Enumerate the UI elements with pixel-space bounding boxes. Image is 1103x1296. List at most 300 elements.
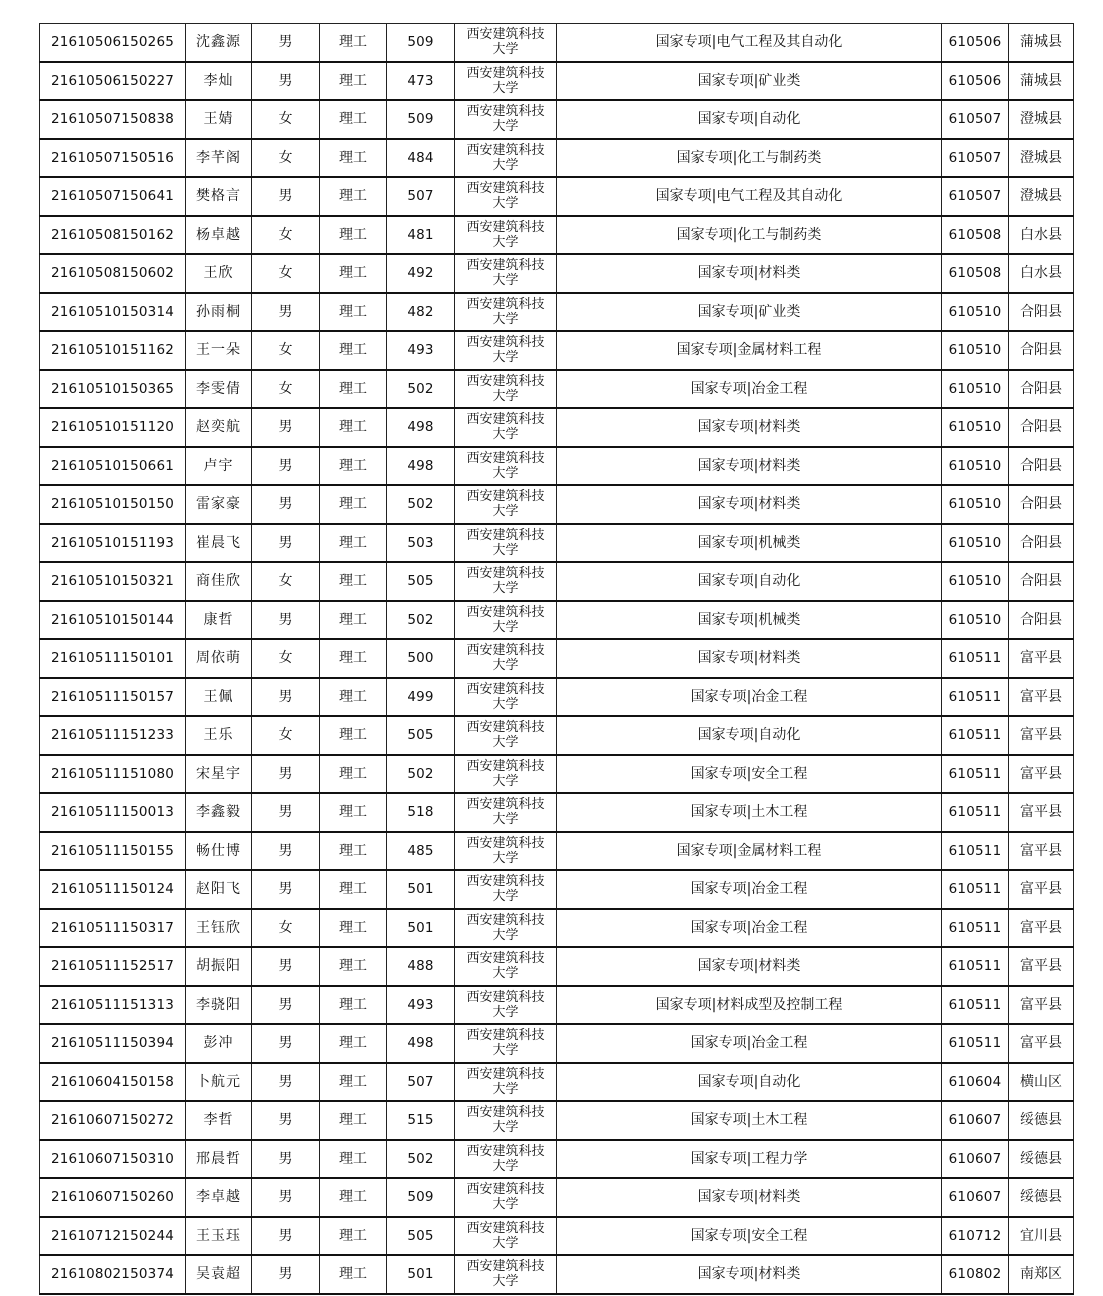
student-name-cell: 孙雨桐 (186, 293, 252, 332)
university-cell (455, 793, 557, 832)
gender-cell: 男 (252, 1178, 320, 1217)
university-line: 西安建筑科技 (466, 1143, 545, 1159)
region-code-cell: 610511 (942, 947, 1009, 986)
university-line: 西安建筑科技 (466, 412, 545, 428)
university-line: 大学 (492, 773, 519, 789)
score-cell: 500 (387, 639, 455, 678)
candidate-id-cell: 21610510150144 (40, 601, 186, 640)
major-cell: 国家专项|电气工程及其自动化 (557, 177, 942, 216)
table-row (40, 1255, 1074, 1294)
university-line: 大学 (492, 427, 519, 443)
university-line: 西安建筑科技 (466, 489, 545, 505)
university-line: 大学 (492, 1004, 519, 1020)
student-name-cell: 周依萌 (186, 639, 252, 678)
candidate-id-cell: 21610510150365 (40, 370, 186, 409)
student-name-cell: 雷家豪 (186, 485, 252, 524)
table-row (40, 909, 1074, 948)
university-cell (455, 1255, 557, 1294)
candidate-id-cell: 21610507150641 (40, 177, 186, 216)
candidate-id-cell: 21610511150101 (40, 639, 186, 678)
region-cell: 合阳县 (1009, 408, 1074, 447)
subject-category-cell: 理工 (320, 62, 387, 101)
table-row (40, 639, 1074, 678)
score-cell: 473 (387, 62, 455, 101)
student-name-cell: 王钰欣 (186, 909, 252, 948)
university-line: 大学 (492, 850, 519, 866)
region-code-cell: 610607 (942, 1101, 1009, 1140)
university-line: 大学 (492, 234, 519, 250)
candidate-id-cell: 21610511150155 (40, 832, 186, 871)
student-name-cell: 畅仕博 (186, 832, 252, 871)
major-cell: 国家专项|材料类 (557, 947, 942, 986)
candidate-id-cell: 21610508150602 (40, 254, 186, 293)
table-row (40, 793, 1074, 832)
region-cell: 宜川县 (1009, 1217, 1074, 1256)
student-name-cell: 康哲 (186, 601, 252, 640)
region-code-cell: 610511 (942, 755, 1009, 794)
university-cell (455, 755, 557, 794)
region-cell: 横山区 (1009, 1063, 1074, 1102)
major-cell: 国家专项|材料成型及控制工程 (557, 986, 942, 1025)
gender-cell: 男 (252, 293, 320, 332)
score-cell: 515 (387, 1101, 455, 1140)
table-row (40, 177, 1074, 216)
candidate-id-cell: 21610506150265 (40, 24, 186, 62)
candidate-id-cell: 21610510150321 (40, 562, 186, 601)
gender-cell: 男 (252, 1255, 320, 1294)
region-code-cell: 610510 (942, 370, 1009, 409)
score-cell: 481 (387, 216, 455, 255)
region-code-cell: 610508 (942, 254, 1009, 293)
university-cell (455, 524, 557, 563)
candidate-id-cell: 21610510150661 (40, 447, 186, 486)
table-row (40, 62, 1074, 101)
region-code-cell: 610511 (942, 1024, 1009, 1063)
major-cell: 国家专项|冶金工程 (557, 370, 942, 409)
region-cell: 南郑区 (1009, 1255, 1074, 1294)
table-row (40, 216, 1074, 255)
university-cell (455, 1140, 557, 1179)
table-row (40, 139, 1074, 178)
major-cell: 国家专项|冶金工程 (557, 870, 942, 909)
major-cell: 国家专项|土木工程 (557, 793, 942, 832)
candidate-id-cell: 21610510150150 (40, 485, 186, 524)
university-line: 西安建筑科技 (466, 797, 545, 813)
region-cell: 澄城县 (1009, 177, 1074, 216)
subject-category-cell: 理工 (320, 485, 387, 524)
gender-cell: 男 (252, 1063, 320, 1102)
table-row (40, 1140, 1074, 1179)
university-line: 西安建筑科技 (466, 219, 545, 235)
university-line: 大学 (492, 311, 519, 327)
subject-category-cell: 理工 (320, 639, 387, 678)
region-cell: 合阳县 (1009, 370, 1074, 409)
university-line: 大学 (492, 1158, 519, 1174)
score-cell: 493 (387, 331, 455, 370)
student-name-cell: 王婧 (186, 100, 252, 139)
subject-category-cell: 理工 (320, 1024, 387, 1063)
university-line: 西安建筑科技 (466, 335, 545, 351)
student-name-cell: 赵阳飞 (186, 870, 252, 909)
score-cell: 485 (387, 832, 455, 871)
candidate-id-cell: 21610511151313 (40, 986, 186, 1025)
candidate-id-cell: 21610607150260 (40, 1178, 186, 1217)
region-code-cell: 610511 (942, 870, 1009, 909)
table-row (40, 485, 1074, 524)
region-code-cell: 610510 (942, 293, 1009, 332)
region-code-cell: 610511 (942, 716, 1009, 755)
university-line: 西安建筑科技 (466, 450, 545, 466)
gender-cell: 男 (252, 177, 320, 216)
candidate-id-cell: 21610511152517 (40, 947, 186, 986)
university-cell (455, 601, 557, 640)
candidate-id-cell: 21610510151193 (40, 524, 186, 563)
gender-cell: 女 (252, 909, 320, 948)
university-line: 西安建筑科技 (466, 1066, 545, 1082)
gender-cell: 女 (252, 216, 320, 255)
score-cell: 502 (387, 1140, 455, 1179)
score-cell: 507 (387, 177, 455, 216)
table-row (40, 408, 1074, 447)
university-cell (455, 1178, 557, 1217)
university-line: 大学 (492, 619, 519, 635)
region-cell: 合阳县 (1009, 331, 1074, 370)
university-line: 西安建筑科技 (466, 835, 545, 851)
university-cell (455, 216, 557, 255)
major-cell: 国家专项|材料类 (557, 639, 942, 678)
university-line: 西安建筑科技 (466, 527, 545, 543)
university-cell (455, 331, 557, 370)
university-line: 大学 (492, 696, 519, 712)
region-cell: 澄城县 (1009, 100, 1074, 139)
region-code-cell: 610802 (942, 1255, 1009, 1294)
region-code-cell: 610511 (942, 639, 1009, 678)
major-cell: 国家专项|自动化 (557, 1063, 942, 1102)
subject-category-cell: 理工 (320, 370, 387, 409)
university-line: 西安建筑科技 (466, 1028, 545, 1044)
university-line: 西安建筑科技 (466, 989, 545, 1005)
student-name-cell: 李卓越 (186, 1178, 252, 1217)
subject-category-cell: 理工 (320, 986, 387, 1025)
major-cell: 国家专项|材料类 (557, 1255, 942, 1294)
table-row (40, 678, 1074, 717)
university-cell (455, 639, 557, 678)
score-cell: 509 (387, 1178, 455, 1217)
university-cell (455, 986, 557, 1025)
university-cell (455, 678, 557, 717)
gender-cell: 男 (252, 601, 320, 640)
university-line: 西安建筑科技 (466, 1105, 545, 1121)
region-code-cell: 610712 (942, 1217, 1009, 1256)
major-cell: 国家专项|矿业类 (557, 293, 942, 332)
gender-cell: 男 (252, 678, 320, 717)
student-name-cell: 王玉珏 (186, 1217, 252, 1256)
student-name-cell: 李鑫毅 (186, 793, 252, 832)
university-line: 大学 (492, 350, 519, 366)
subject-category-cell: 理工 (320, 793, 387, 832)
gender-cell: 女 (252, 139, 320, 178)
university-cell (455, 1101, 557, 1140)
score-cell: 501 (387, 870, 455, 909)
student-name-cell: 宋星宇 (186, 755, 252, 794)
university-cell (455, 177, 557, 216)
score-cell: 502 (387, 755, 455, 794)
score-cell: 502 (387, 485, 455, 524)
student-name-cell: 李哲 (186, 1101, 252, 1140)
gender-cell: 男 (252, 793, 320, 832)
subject-category-cell: 理工 (320, 678, 387, 717)
subject-category-cell: 理工 (320, 832, 387, 871)
subject-category-cell: 理工 (320, 254, 387, 293)
region-code-cell: 610510 (942, 408, 1009, 447)
university-cell (455, 562, 557, 601)
region-cell: 合阳县 (1009, 562, 1074, 601)
candidate-id-cell: 21610510151162 (40, 331, 186, 370)
region-cell: 合阳县 (1009, 601, 1074, 640)
subject-category-cell: 理工 (320, 870, 387, 909)
region-code-cell: 610507 (942, 177, 1009, 216)
major-cell: 国家专项|自动化 (557, 716, 942, 755)
gender-cell: 女 (252, 562, 320, 601)
student-name-cell: 王佩 (186, 678, 252, 717)
region-code-cell: 610510 (942, 524, 1009, 563)
university-cell (455, 293, 557, 332)
major-cell: 国家专项|材料类 (557, 408, 942, 447)
gender-cell: 女 (252, 254, 320, 293)
major-cell: 国家专项|冶金工程 (557, 909, 942, 948)
gender-cell: 男 (252, 24, 320, 62)
candidate-id-cell: 21610511151080 (40, 755, 186, 794)
student-name-cell: 崔晨飞 (186, 524, 252, 563)
subject-category-cell: 理工 (320, 100, 387, 139)
region-code-cell: 610506 (942, 24, 1009, 62)
score-cell: 503 (387, 524, 455, 563)
score-cell: 499 (387, 678, 455, 717)
region-code-cell: 610508 (942, 216, 1009, 255)
candidate-id-cell: 21610511150394 (40, 1024, 186, 1063)
region-cell: 澄城县 (1009, 139, 1074, 178)
gender-cell: 男 (252, 62, 320, 101)
subject-category-cell: 理工 (320, 408, 387, 447)
candidate-id-cell: 21610604150158 (40, 1063, 186, 1102)
major-cell: 国家专项|安全工程 (557, 1217, 942, 1256)
gender-cell: 男 (252, 1024, 320, 1063)
table-row (40, 524, 1074, 563)
university-line: 大学 (492, 966, 519, 982)
gender-cell: 女 (252, 331, 320, 370)
student-name-cell: 李雯倩 (186, 370, 252, 409)
subject-category-cell: 理工 (320, 524, 387, 563)
student-name-cell: 王乐 (186, 716, 252, 755)
subject-category-cell: 理工 (320, 24, 387, 62)
university-line: 大学 (492, 157, 519, 173)
region-code-cell: 610604 (942, 1063, 1009, 1102)
region-cell: 富平县 (1009, 832, 1074, 871)
candidate-id-cell: 21610511150157 (40, 678, 186, 717)
university-line: 西安建筑科技 (466, 874, 545, 890)
gender-cell: 男 (252, 1140, 320, 1179)
university-line: 西安建筑科技 (466, 720, 545, 736)
university-line: 西安建筑科技 (466, 373, 545, 389)
table-row (40, 562, 1074, 601)
gender-cell: 男 (252, 1217, 320, 1256)
subject-category-cell: 理工 (320, 562, 387, 601)
major-cell: 国家专项|电气工程及其自动化 (557, 24, 942, 62)
subject-category-cell: 理工 (320, 1178, 387, 1217)
gender-cell: 男 (252, 755, 320, 794)
university-line: 西安建筑科技 (466, 566, 545, 582)
score-cell: 484 (387, 139, 455, 178)
major-cell: 国家专项|安全工程 (557, 755, 942, 794)
gender-cell: 男 (252, 947, 320, 986)
region-cell: 蒲城县 (1009, 24, 1074, 62)
university-cell (455, 254, 557, 293)
region-cell: 富平县 (1009, 678, 1074, 717)
university-cell (455, 947, 557, 986)
subject-category-cell: 理工 (320, 716, 387, 755)
candidate-id-cell: 21610607150310 (40, 1140, 186, 1179)
major-cell: 国家专项|机械类 (557, 524, 942, 563)
subject-category-cell: 理工 (320, 755, 387, 794)
university-line: 大学 (492, 119, 519, 135)
region-cell: 富平县 (1009, 986, 1074, 1025)
subject-category-cell: 理工 (320, 177, 387, 216)
gender-cell: 男 (252, 408, 320, 447)
major-cell: 国家专项|自动化 (557, 562, 942, 601)
university-line: 西安建筑科技 (466, 142, 545, 158)
candidate-id-cell: 21610510150314 (40, 293, 186, 332)
candidate-id-cell: 21610507150838 (40, 100, 186, 139)
university-cell (455, 139, 557, 178)
university-line: 大学 (492, 1274, 519, 1290)
region-code-cell: 610511 (942, 986, 1009, 1025)
major-cell: 国家专项|材料类 (557, 485, 942, 524)
university-line: 西安建筑科技 (466, 104, 545, 120)
student-name-cell: 卜航元 (186, 1063, 252, 1102)
subject-category-cell: 理工 (320, 216, 387, 255)
candidate-id-cell: 21610802150374 (40, 1255, 186, 1294)
table-row (40, 870, 1074, 909)
major-cell: 国家专项|冶金工程 (557, 1024, 942, 1063)
score-cell: 482 (387, 293, 455, 332)
major-cell: 国家专项|金属材料工程 (557, 832, 942, 871)
university-line: 大学 (492, 1235, 519, 1251)
table-row (40, 100, 1074, 139)
score-cell: 501 (387, 909, 455, 948)
candidate-id-cell: 21610511150013 (40, 793, 186, 832)
university-line: 大学 (492, 1081, 519, 1097)
region-cell: 合阳县 (1009, 485, 1074, 524)
score-cell: 501 (387, 1255, 455, 1294)
gender-cell: 男 (252, 524, 320, 563)
gender-cell: 男 (252, 832, 320, 871)
university-cell (455, 24, 557, 62)
score-cell: 498 (387, 408, 455, 447)
gender-cell: 女 (252, 716, 320, 755)
university-line: 西安建筑科技 (466, 604, 545, 620)
university-cell (455, 485, 557, 524)
region-code-cell: 610510 (942, 485, 1009, 524)
subject-category-cell: 理工 (320, 139, 387, 178)
score-cell: 509 (387, 24, 455, 62)
subject-category-cell: 理工 (320, 1140, 387, 1179)
university-cell (455, 1024, 557, 1063)
table-row (40, 293, 1074, 332)
subject-category-cell: 理工 (320, 1255, 387, 1294)
student-name-cell: 李芊阁 (186, 139, 252, 178)
student-name-cell: 李灿 (186, 62, 252, 101)
region-code-cell: 610510 (942, 562, 1009, 601)
region-cell: 富平县 (1009, 639, 1074, 678)
candidate-id-cell: 21610607150272 (40, 1101, 186, 1140)
gender-cell: 男 (252, 1101, 320, 1140)
university-cell (455, 1217, 557, 1256)
university-line: 西安建筑科技 (466, 1259, 545, 1275)
table-row (40, 755, 1074, 794)
university-line: 西安建筑科技 (466, 758, 545, 774)
table-row (40, 986, 1074, 1025)
gender-cell: 女 (252, 639, 320, 678)
student-name-cell: 商佳欣 (186, 562, 252, 601)
major-cell: 国家专项|金属材料工程 (557, 331, 942, 370)
region-cell: 白水县 (1009, 254, 1074, 293)
university-line: 大学 (492, 1197, 519, 1213)
candidate-id-cell: 21610511150124 (40, 870, 186, 909)
candidate-id-cell: 21610511151233 (40, 716, 186, 755)
region-code-cell: 610507 (942, 100, 1009, 139)
university-line: 西安建筑科技 (466, 1182, 545, 1198)
region-cell: 富平县 (1009, 755, 1074, 794)
university-cell (455, 909, 557, 948)
table-row (40, 1217, 1074, 1256)
admission-table (39, 23, 1074, 1295)
university-line: 西安建筑科技 (466, 258, 545, 274)
student-name-cell: 樊格言 (186, 177, 252, 216)
score-cell: 502 (387, 370, 455, 409)
major-cell: 国家专项|土木工程 (557, 1101, 942, 1140)
subject-category-cell: 理工 (320, 293, 387, 332)
major-cell: 国家专项|矿业类 (557, 62, 942, 101)
table-body (40, 24, 1074, 1294)
region-code-cell: 610510 (942, 331, 1009, 370)
candidate-id-cell: 21610511150317 (40, 909, 186, 948)
table-row (40, 1063, 1074, 1102)
region-code-cell: 610511 (942, 678, 1009, 717)
region-cell: 白水县 (1009, 216, 1074, 255)
student-name-cell: 胡振阳 (186, 947, 252, 986)
student-name-cell: 王一朵 (186, 331, 252, 370)
region-code-cell: 610511 (942, 909, 1009, 948)
university-line: 大学 (492, 812, 519, 828)
score-cell: 505 (387, 562, 455, 601)
table-row (40, 447, 1074, 486)
score-cell: 498 (387, 447, 455, 486)
region-code-cell: 610507 (942, 139, 1009, 178)
major-cell: 国家专项|冶金工程 (557, 678, 942, 717)
university-cell (455, 370, 557, 409)
university-line: 大学 (492, 42, 519, 58)
student-name-cell: 王欣 (186, 254, 252, 293)
candidate-id-cell: 21610510151120 (40, 408, 186, 447)
university-line: 大学 (492, 1043, 519, 1059)
university-line: 大学 (492, 542, 519, 558)
major-cell: 国家专项|材料类 (557, 254, 942, 293)
table-row (40, 716, 1074, 755)
student-name-cell: 赵奕航 (186, 408, 252, 447)
score-cell: 492 (387, 254, 455, 293)
score-cell: 502 (387, 601, 455, 640)
score-cell: 505 (387, 716, 455, 755)
